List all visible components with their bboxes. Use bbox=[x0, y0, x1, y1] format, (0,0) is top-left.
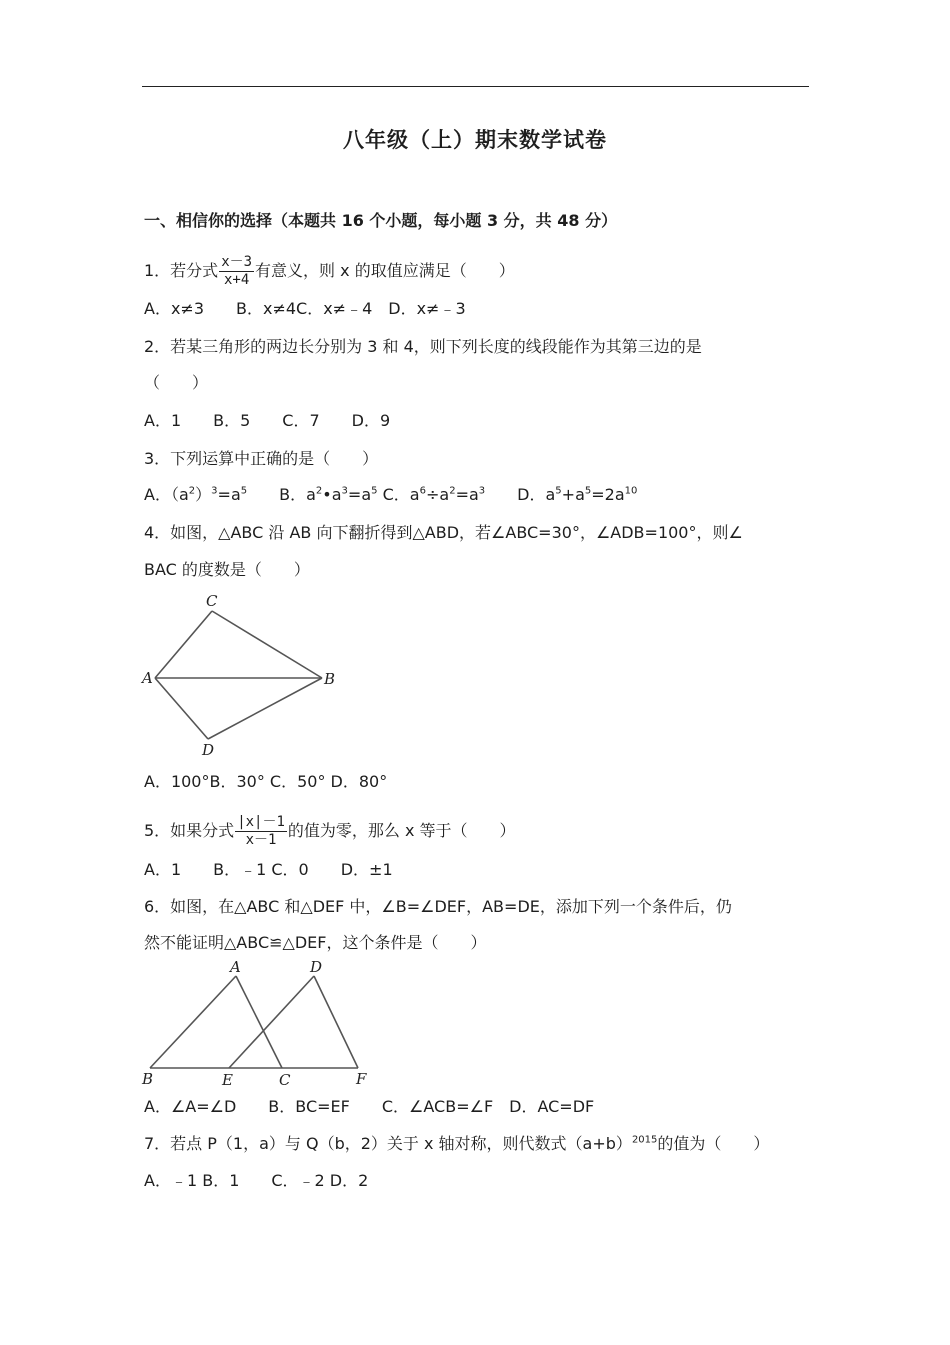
exponent: 3 bbox=[478, 485, 486, 497]
opt-text: +a bbox=[561, 485, 585, 504]
question-3-options bbox=[144, 484, 637, 506]
exponent: 6 bbox=[419, 485, 426, 497]
vertex-label-d: D bbox=[202, 741, 215, 759]
fraction-numerator: |x|－1 bbox=[237, 814, 285, 830]
exponent: 5 bbox=[555, 485, 562, 497]
question-1-options: A．x≠3 B．x≠4C．x≠﹣4 D．x≠﹣3 bbox=[144, 299, 466, 318]
vertex-label-c: C bbox=[279, 1071, 291, 1089]
exponent: 3 bbox=[211, 485, 218, 497]
opt-text: C．a bbox=[377, 485, 420, 504]
question-7-options: A．﹣1 B．1 C．﹣2 D．2 bbox=[144, 1171, 369, 1190]
vertex-label-a: A bbox=[230, 958, 241, 976]
vertex-label-a: A bbox=[142, 669, 153, 687]
question-1-prefix: 1．若分式 bbox=[144, 261, 219, 280]
question-5 bbox=[144, 814, 516, 849]
segment-ac bbox=[155, 611, 212, 678]
segment-ed bbox=[229, 976, 314, 1068]
question-6-line-1: 6．如图，在△ABC 和△DEF 中，∠B=∠DEF，AB=DE，添加下列一个条件后，仍 bbox=[144, 897, 732, 916]
fraction bbox=[235, 814, 287, 849]
section-heading: 一、相信你的选择（本题共 16 个小题，每小题 3 分，共 48 分） bbox=[144, 211, 618, 230]
opt-text: B．a bbox=[247, 485, 316, 504]
exponent: 3 bbox=[341, 485, 348, 497]
exponent: 2 bbox=[315, 485, 323, 497]
exponent: 2015 bbox=[631, 1134, 658, 1146]
question-4-line-1: 4．如图，△ABC 沿 AB 向下翻折得到△ABD，若∠ABC=30°，∠ADB=100°，则∠ bbox=[144, 523, 743, 542]
question-7 bbox=[144, 1133, 769, 1155]
question-3: 3．下列运算中正确的是（ ） bbox=[144, 449, 379, 468]
opt-text: =a bbox=[455, 485, 479, 504]
opt-text: =2a bbox=[591, 485, 625, 504]
vertex-label-f: F bbox=[356, 1070, 367, 1088]
segment-db bbox=[208, 678, 322, 739]
question-7-suffix: 的值为（ ） bbox=[657, 1134, 770, 1153]
question-5-suffix: 的值为零，那么 x 等于（ ） bbox=[287, 821, 516, 840]
opt-text: D．a bbox=[485, 485, 556, 504]
segment-df bbox=[314, 976, 358, 1068]
header-rule bbox=[142, 86, 809, 87]
question-1 bbox=[144, 254, 515, 289]
opt-text: =a bbox=[217, 485, 241, 504]
fraction-denominator: x+4 bbox=[223, 272, 250, 288]
question-6-options: A．∠A=∠D B．BC=EF C．∠ACB=∠F D．AC=DF bbox=[144, 1097, 595, 1116]
vertex-label-b: B bbox=[142, 1070, 154, 1088]
opt-text: A．（a bbox=[144, 485, 189, 504]
question-5-prefix: 5．如果分式 bbox=[144, 821, 235, 840]
figure-two-triangles bbox=[136, 958, 376, 1090]
vertex-label-c: C bbox=[206, 592, 218, 610]
vertex-label-d: D bbox=[310, 958, 323, 976]
segment-ba bbox=[150, 976, 236, 1068]
opt-text: •a bbox=[322, 485, 342, 504]
figure-fold-triangle bbox=[136, 588, 346, 760]
fraction bbox=[219, 254, 254, 289]
exponent: 2 bbox=[449, 485, 456, 497]
question-4-options: A．100°B．30° C．50° D．80° bbox=[144, 772, 388, 791]
question-4-line-2: BAC 的度数是（ ） bbox=[144, 560, 310, 579]
vertex-label-b: B bbox=[324, 670, 336, 688]
fraction-numerator: x－3 bbox=[221, 254, 253, 270]
segment-cb bbox=[212, 611, 322, 678]
question-5-options: A．1 B．﹣1 C．0 D．±1 bbox=[144, 860, 393, 879]
question-2-line-1: 2．若某三角形的两边长分别为 3 和 4，则下列长度的线段能作为其第三边的是 bbox=[144, 337, 702, 356]
question-2-options: A．1 B．5 C．7 D．9 bbox=[144, 411, 391, 430]
segment-ad bbox=[155, 678, 208, 739]
page-title: 八年级（上）期末数学试卷 bbox=[343, 128, 607, 152]
exponent: 10 bbox=[624, 485, 638, 497]
question-1-suffix: 有意义，则 x 的取值应满足（ ） bbox=[255, 261, 515, 280]
question-7-text: 7．若点 P（1，a）与 Q（b，2）关于 x 轴对称，则代数式（a+b） bbox=[144, 1134, 632, 1153]
question-2-line-2: （ ） bbox=[144, 373, 209, 392]
segment-ac bbox=[236, 976, 282, 1068]
question-6-line-2: 然不能证明△ABC≌△DEF，这个条件是（ ） bbox=[144, 933, 487, 952]
fraction-denominator: x－1 bbox=[245, 832, 277, 848]
exponent: 5 bbox=[584, 485, 592, 497]
vertex-label-e: E bbox=[222, 1071, 233, 1089]
exponent: 2 bbox=[188, 485, 196, 497]
exponent: 5 bbox=[240, 485, 248, 497]
opt-text: ÷a bbox=[425, 485, 450, 504]
exponent: 5 bbox=[371, 485, 378, 497]
opt-text: ） bbox=[195, 485, 212, 504]
opt-text: =a bbox=[347, 485, 372, 504]
